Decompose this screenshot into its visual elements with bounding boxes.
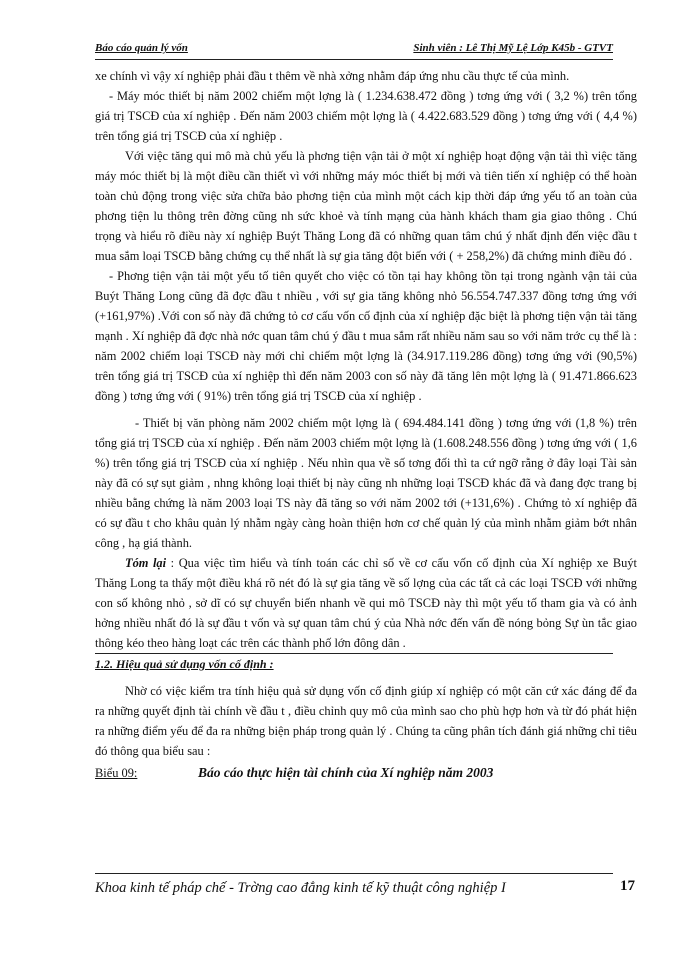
- page-header: [95, 41, 613, 61]
- document-body: [95, 66, 637, 783]
- paragraph-intro: xe chính vì vậy xí nghiệp phải đầu t thêm về nhà xởng nhằm đáp ứng nhu cầu thực tế của mình.: [95, 69, 570, 83]
- summary-text: : Qua việc tìm hiểu và tính toán các chỉ số về cơ cấu vốn cố định của Xí nghiệp xe Buýt Thăng Long ta thấy một điều khá rõ nét đó là sự gia tăng về số lợng của các tất cả các loại TSCĐ với những con số không nhỏ , sở dĩ có sự chuyển biến nhanh về qui mô TSCĐ này thì một yếu tố tham gia và có ảnh hởng nhiều nhất đó là sự đầu t vốn và sự quan tâm chú ý của Nhà nớc đến vấn đề nóng bỏng Sự ùn tắc giao thông kéo theo hàng loạt các trên các thành phố lớn đông dân .: [95, 556, 637, 650]
- paragraph-vehicles: - Phơng tiện vận tải một yếu tố tiên quyết cho việc có tồn tại hay không tồn tại trong ngành vận tải của Buýt Thăng Long cũng đã đợc đầu t nhiều , với sự gia tăng không nhỏ 56.554.747.337 đồng tơng ứng với (+161,97%) .Với con số này đã chứng tỏ cơ cấu vốn cố định của xí nghiệp đặc biệt là phơng tiện vận tải tăng mạnh . Xí nghiệp đã đợc nhà nớc quan tâm chú ý đầu t mua sắm rất nhiều năm sau so với năm trớc cụ thể là : năm 2002 chiếm loại TSCĐ này mới chỉ chiếm một lợng là (34.917.119.286 đồng) tơng ứng với (90,5%) trên tổng giá trị TSCĐ của xí nghiệp thì đến năm 2003 con số này đã tăng lên một lợng là ( 91.471.866.623 đồng ) tơng ứng với ( 91%) trên tổng giá trị TSCĐ của xí nghiệp .: [95, 269, 637, 403]
- footer-divider: [95, 873, 613, 874]
- header-report-title: Báo cáo quản lý vốn: [95, 42, 188, 54]
- header-divider: [95, 59, 613, 60]
- paragraph-efficiency: Nhờ có việc kiểm tra tính hiệu quả sử dụng vốn cố định giúp xí nghiệp có một căn cứ xác đáng để đa ra những quyết định tài chính về đầu t , điều chỉnh quy mô của mình sao cho phù hợp hơn và từ đó phát hiện ra những điểm yếu để đa ra những biện pháp trong quản lý . Chúng ta cũng phân tích đánh giá những chỉ tiêu đó thông qua biểu sau :: [95, 684, 637, 758]
- paragraph-machinery: - Máy móc thiết bị năm 2002 chiếm một lợng là ( 1.234.638.472 đồng ) tơng ứng với ( 3,2 %) trên tổng giá trị TSCĐ của xí nghiệp . Đến năm 2003 chiếm một lợng là ( 4.422.683.529 đồng ) tơng ứng với ( 4,4 %) trên tổng giá trị TSCĐ của xí nghiệp .: [95, 89, 637, 143]
- paragraph-office-equipment: - Thiết bị văn phòng năm 2002 chiếm một lợng là ( 694.484.141 đồng ) tơng ứng với (1,8 %) trên tổng giá trị TSCĐ của xí nghiệp . Đến năm 2003 chiếm một lợng là (1.608.248.556 đồng ) tơng ứng với ( 1,6 %) trên tổng giá trị TSCĐ của xí nghiệp . Nếu nhìn qua về số tơng đối thì ta cứ ngỡ rằng ở đây loại Tài sản này đã có sự sụt giảm , nhng không loại thiết bị này cũng nh những loại TSCĐ khác đã và đang đợc trang bị nhiều bằng chứng là năm 2003 loại TS này đã tăng so với năm 2002 tới (+131,6%) . Chứng tỏ xí nghiệp đã có sự đầu t cho khâu quản lý nhằm ngày càng hoàn thiện hơn cơ chế quản lý của mình nhằm giảm bớt nhân công , hạ giá thành.: [95, 416, 637, 550]
- page-footer: Khoa kinh tế pháp chế - Trờng cao đẳng kinh tế kỹ thuật công nghiệp I: [95, 880, 506, 896]
- paragraph-scale-increase: Với việc tăng qui mô mà chủ yếu là phơng tiện vận tải ở một xí nghiệp hoạt động vận tải thì việc tăng máy móc thiết bị là một điều cần thiết vì với những máy móc thiết bị mới và tiên tiến xí nghiệp có thể hoàn toàn chủ động trong việc sửa chữa bảo phơng tiện của mình một cách kịp thời đáp ứng yếu tố an toàn của phơng tiện lu thông trên đờng cũng nh sức khoẻ và tính mạng của hành khách tham gia giao thông . Chú trọng và hiểu rõ điều này xí nghiệp Buýt Thăng Long đã có những quan tâm chú ý nhất định đến việc đầu t mua sắm loại TSCĐ bằng chứng cụ thể nhất là sự gia tăng đột biến với ( + 258,2%) đã chứng minh điều đó .: [95, 149, 637, 263]
- caption-title: Báo cáo thực hiện tài chính của Xí nghiệp năm 2003: [198, 765, 494, 780]
- page-number: 17: [620, 878, 635, 894]
- summary-label: Tóm lại: [125, 556, 167, 570]
- section-heading: 1.2. Hiệu quả sử dụng vốn cố định :: [95, 657, 274, 671]
- paragraph-summary: [95, 553, 637, 653]
- table-caption: [95, 763, 637, 783]
- caption-label: Biểu 09:: [95, 766, 138, 780]
- header-student-info: Sinh viên : Lê Thị Mỹ Lệ Lớp K45b - GTVT: [413, 42, 613, 54]
